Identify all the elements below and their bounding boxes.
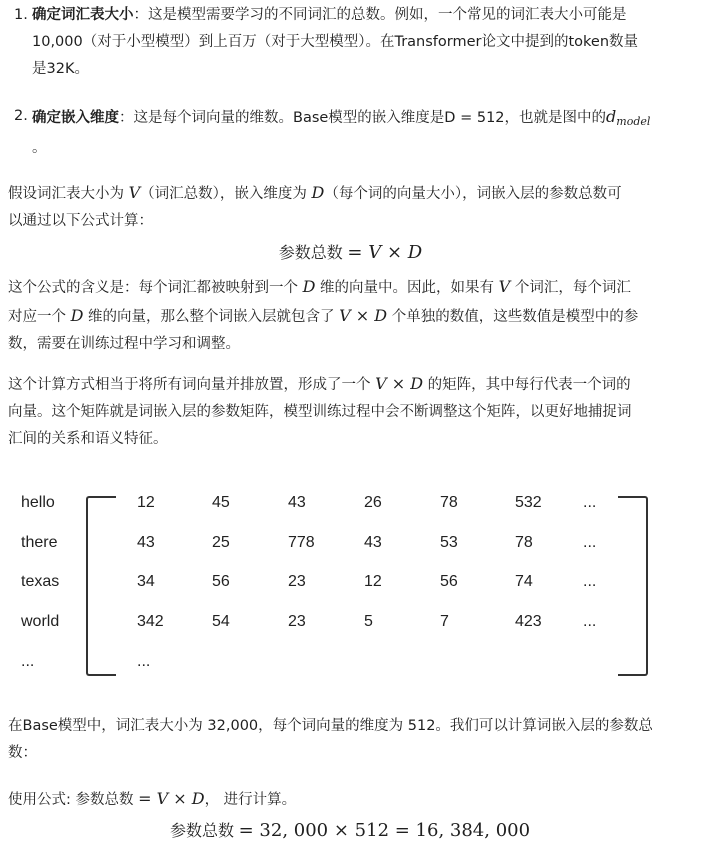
matrix-cell: 26	[364, 494, 382, 511]
list-item-vocab-size	[14, 2, 674, 83]
paragraph-use-formula: 使用公式: 参数总数 = V × D， 进行计算。	[8, 789, 297, 808]
matrix-cell: ...	[583, 494, 597, 511]
matrix-cell: 56	[212, 573, 230, 590]
matrix-left-bracket	[86, 496, 116, 676]
matrix-cell: 12	[137, 494, 155, 511]
list-item-text: 是32K。	[32, 61, 89, 77]
matrix-cell: 532	[515, 494, 542, 511]
matrix-cell: ...	[583, 534, 597, 551]
formula-result	[170, 818, 530, 845]
d-model-symbol: $d_{model}$	[606, 107, 651, 128]
matrix-cell: 23	[288, 613, 306, 630]
list-item-text: 。	[32, 140, 47, 156]
matrix-cell: 43	[288, 494, 306, 511]
matrix-cell: 342	[137, 613, 164, 630]
matrix-right-bracket	[618, 496, 648, 676]
matrix-cell: 74	[515, 573, 533, 590]
matrix-cell: 78	[440, 494, 458, 511]
matrix-cell: 43	[137, 534, 155, 551]
formula-rhs: = V × D	[347, 242, 423, 263]
matrix-cell: 5	[364, 613, 373, 630]
matrix-cell: ...	[583, 613, 597, 630]
list-item-embed-dim	[14, 103, 674, 162]
list-item-text: ：这是每个词向量的维数。Base模型的嵌入维度是D = 512，也就是图中的	[119, 110, 607, 126]
formula-label: 参数总数	[170, 821, 235, 840]
matrix-cell: 43	[364, 534, 382, 551]
matrix-cell: 7	[440, 613, 449, 630]
list-number: 1.	[14, 7, 28, 23]
list-item-title: 确定嵌入维度	[32, 110, 119, 126]
matrix-cell: 23	[288, 573, 306, 590]
list-item-title: 确定词汇表大小	[32, 7, 134, 23]
list-number: 2.	[14, 108, 28, 124]
matrix-cell: 423	[515, 613, 542, 630]
list-item-text: 10,000（对于小型模型）到上百万（对于大型模型）。在Transformer论文中提到的token数量	[32, 34, 639, 50]
matrix-cell: ...	[583, 573, 597, 590]
paragraph-matrix: 这个计算方式相当于将所有词向量并排放置，形成了一个 V × D 的矩阵，其中每行代表一个词的 向量。这个矩阵就是词嵌入层的参数矩阵，模型训练过程中会不断调整这个矩阵，以更好地捕捉词 汇间的关系和语义特征。	[8, 374, 632, 447]
paragraph-assumption: 假设词汇表大小为 V（词汇总数），嵌入维度为 D（每个词的向量大小），词嵌入层的参数总数可 以通过以下公式计算：	[8, 183, 622, 229]
matrix-cell: 78	[515, 534, 533, 551]
list-item-text: ：这是模型需要学习的不同词汇的总数。例如，一个常见的词汇表大小可能是	[133, 7, 627, 23]
matrix-cell: 12	[364, 573, 382, 590]
matrix-cell: 778	[288, 534, 315, 551]
embedding-matrix-figure	[0, 480, 701, 690]
matrix-cell: 45	[212, 494, 230, 511]
paragraph-meaning: 这个公式的含义是：每个词汇都被映射到一个 D 维的向量中。因此，如果有 V 个词汇，每个词汇 对应一个 D 维的向量，那么整个词嵌入层就包含了 V × D 个单独的数值，这些数值是模型中的参 数，需要在训练过程中学习和调整。	[8, 277, 639, 352]
matrix-cell: 25	[212, 534, 230, 551]
matrix-row-label: ...	[21, 653, 35, 670]
matrix-row-label: world	[21, 613, 60, 630]
matrix-cell: ...	[137, 653, 151, 670]
matrix-cell: 34	[137, 573, 155, 590]
matrix-row-label: there	[21, 534, 58, 551]
paragraph-base-model: 在Base模型中，词汇表大小为 32,000，每个词向量的维度为 512。我们可以计算词嵌入层的参数总 数：	[8, 718, 653, 761]
matrix-cell: 53	[440, 534, 458, 551]
formula-params	[0, 240, 701, 267]
matrix-row-label: hello	[21, 494, 55, 511]
formula-rhs: = 32, 000 × 512 = 16, 384, 000	[238, 820, 531, 841]
matrix-row-label: texas	[21, 573, 60, 590]
matrix-cell: 56	[440, 573, 458, 590]
formula-label: 参数总数	[278, 243, 343, 262]
matrix-cell: 54	[212, 613, 230, 630]
